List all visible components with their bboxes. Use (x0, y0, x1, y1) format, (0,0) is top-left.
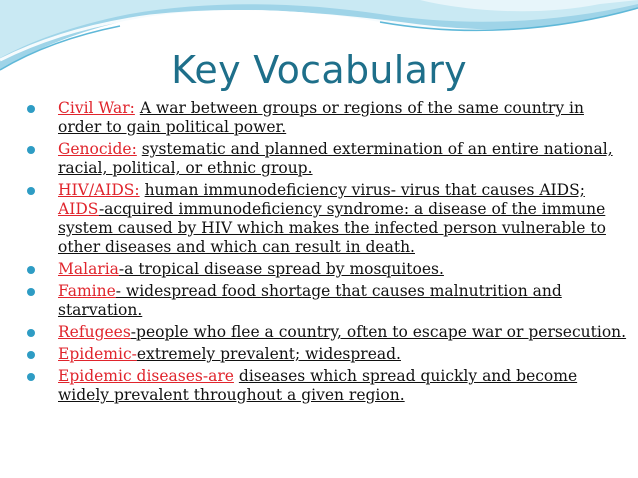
vocab-definition: systematic and planned extermination of an entire national, racial, political, or ethnic group. (58, 140, 613, 177)
vocab-definition-secondary: -acquired immunodeficiency syndrome: a disease of the immune system caused by HIV which makes the infected person vulnerable to other diseases and which can result in death. (58, 200, 606, 256)
vocabulary-list (22, 99, 628, 408)
vocab-term: Epidemic- (58, 345, 137, 363)
bullet-icon (27, 373, 35, 381)
vocab-item-famine (22, 282, 628, 320)
vocab-definition: -a tropical disease spread by mosquitoes. (118, 260, 444, 278)
vocab-term: Malaria (58, 260, 119, 278)
bullet-icon (27, 329, 35, 337)
vocab-item-malaria (22, 260, 628, 279)
vocab-item-refugees (22, 323, 628, 342)
vocab-item-genocide (22, 140, 628, 178)
vocab-definition: human immunodeficiency virus- virus that causes AIDS; (144, 181, 585, 199)
vocab-definition: extremely prevalent; widespread. (136, 345, 401, 363)
vocab-item-epidemic-diseases (22, 367, 628, 405)
vocab-definition: - widespread food shortage that causes malnutrition and starvation. (58, 282, 562, 319)
vocab-definition: -people who flee a country, often to escape war or persecution. (130, 323, 627, 341)
bullet-icon (27, 105, 35, 113)
vocab-term: HIV/AIDS: (58, 181, 140, 199)
bullet-icon (27, 288, 35, 296)
vocab-item-hiv-aids (22, 181, 628, 257)
vocab-item-epidemic (22, 345, 628, 364)
bullet-icon (27, 351, 35, 359)
vocab-term: Civil War: (58, 99, 135, 117)
vocab-term: Famine (58, 282, 116, 300)
slide-title: Key Vocabulary (171, 48, 467, 92)
vocab-item-civil-war (22, 99, 628, 137)
vocab-term-secondary: AIDS (58, 200, 99, 218)
bullet-icon (27, 187, 35, 195)
vocab-definition: diseases which spread quickly and become widely prevalent throughout a given region. (58, 367, 578, 404)
bullet-icon (27, 146, 35, 154)
bullet-icon (27, 266, 35, 274)
vocab-term: Genocide: (58, 140, 137, 158)
vocab-term: Epidemic diseases-are (58, 367, 234, 385)
vocab-definition: A war between groups or regions of the same country in order to gain political power. (58, 99, 584, 136)
vocab-term: Refugees (58, 323, 131, 341)
